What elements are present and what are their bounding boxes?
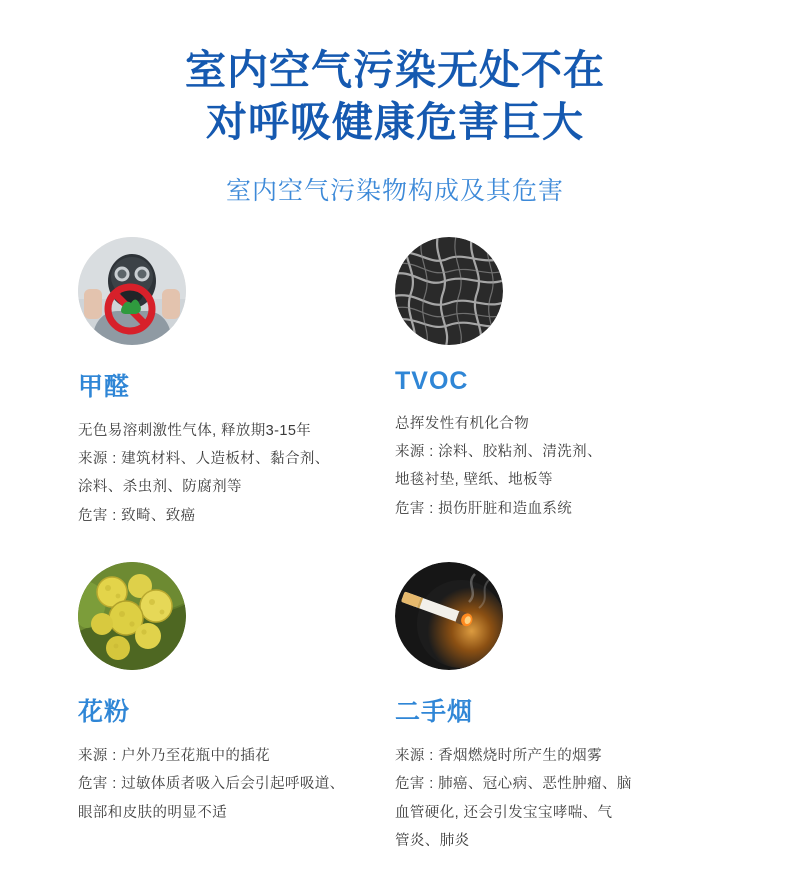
description-line: 血管硬化, 还会引发宝宝哮喘、气 [395, 804, 613, 821]
description-line: 危害 : 过敏体质者吸入后会引起呼吸道、 [78, 776, 345, 793]
description-line: 来源 : 建筑材料、人造板材、黏合剂、 [78, 451, 330, 468]
description-line: 眼部和皮肤的明显不适 [78, 804, 227, 821]
description-line: 危害 : 损伤肝脏和造血系统 [395, 500, 573, 517]
headline-block [0, 0, 790, 207]
pollutant-card-pollen [78, 562, 395, 855]
description-line: 地毯衬垫, 壁纸、地板等 [395, 472, 553, 489]
description-line: 危害 : 致畸、致癌 [78, 507, 196, 524]
pollen-grains-photo-icon [78, 562, 186, 670]
subtitle: 室内空气污染物构成及其危害 [225, 176, 564, 205]
pollutant-title: 花粉 [78, 698, 131, 726]
description-line: 无色易溶刺激性气体, 释放期3-15年 [78, 422, 312, 439]
pollutant-card-formaldehyde [78, 237, 395, 530]
pollutant-description [395, 742, 682, 855]
pollutant-grid [0, 237, 790, 861]
pollutant-title: 甲醛 [78, 372, 131, 401]
description-line: 总挥发性有机化合物 [395, 415, 530, 432]
pollutant-description [78, 417, 365, 530]
pollutant-card-secondhand-smoke [395, 562, 712, 855]
pollutant-description [395, 410, 682, 523]
microscopic-fiber-photo-icon [395, 237, 503, 345]
burning-cigarette-photo-icon [395, 562, 503, 670]
pollutant-description [78, 742, 365, 827]
description-line: 来源 : 涂料、胶粘剂、清洗剂、 [395, 444, 602, 461]
pollutant-title: 二手烟 [395, 698, 474, 726]
description-line: 管炎、肺炎 [395, 832, 470, 849]
description-line: 危害 : 肺癌、冠心病、恶性肿瘤、脑 [395, 776, 632, 793]
description-line: 来源 : 户外乃至花瓶中的插花 [78, 748, 271, 764]
description-line: 来源 : 香烟燃烧时所产生的烟雾 [395, 748, 602, 764]
headline-line-2: 对呼吸健康危害巨大 [206, 99, 584, 146]
description-line: 涂料、杀虫剂、防腐剂等 [78, 479, 242, 496]
headline-line-1: 室内空气污染无处不在 [185, 47, 605, 93]
pollutant-title: TVOC [395, 366, 469, 395]
pollutant-card-tvoc [395, 237, 712, 530]
gas-mask-photo-icon [78, 237, 186, 345]
